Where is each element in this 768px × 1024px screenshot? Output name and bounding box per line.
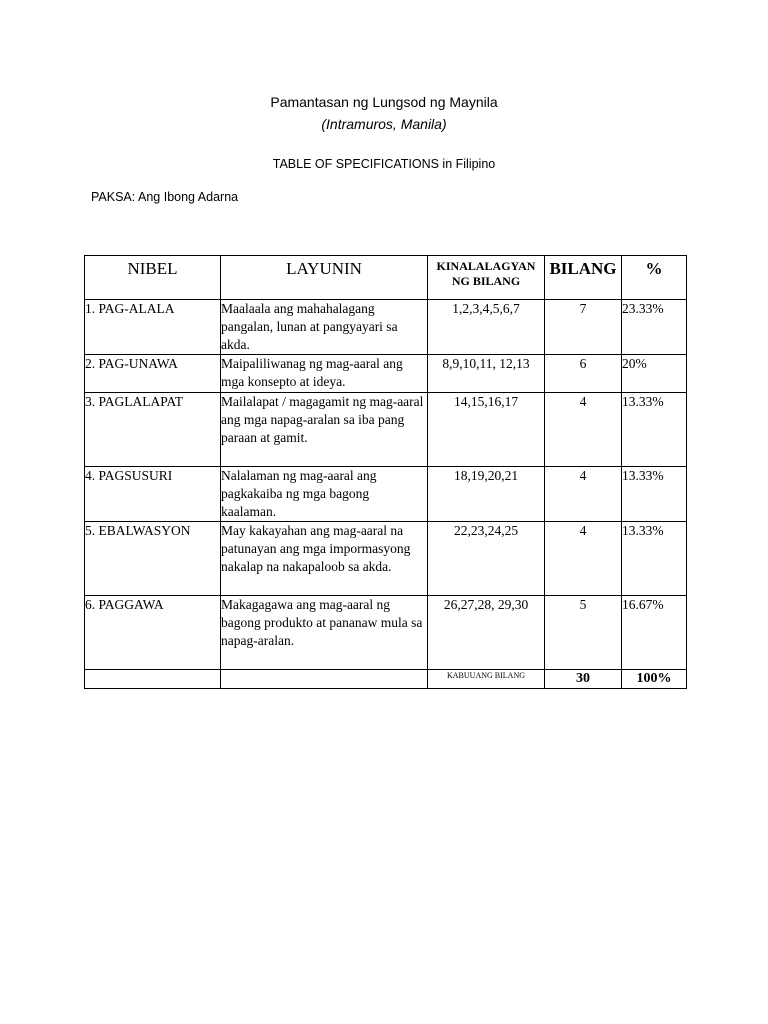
- table-row: [85, 522, 687, 596]
- cell-kinalalagyan: 22,23,24,25: [428, 522, 545, 596]
- cell-kinalalagyan: 1,2,3,4,5,6,7: [428, 300, 545, 355]
- cell-bilang: 6: [545, 355, 622, 393]
- cell-percent: 13.33%: [622, 467, 687, 522]
- cell-percent: 13.33%: [622, 393, 687, 467]
- cell-bilang: 4: [545, 522, 622, 596]
- total-bilang: 30: [545, 670, 622, 689]
- total-label: KABUUANG BILANG: [428, 670, 545, 689]
- cell-kinalalagyan: 14,15,16,17: [428, 393, 545, 467]
- cell-layunin: May kakayahan ang mag-aaral na patunayan ang mga impormasyong nakalap na nakapaloob sa akda.: [221, 522, 428, 596]
- cell-bilang: 5: [545, 596, 622, 670]
- cell-percent: 16.67%: [622, 596, 687, 670]
- header-layunin: LAYUNIN: [221, 256, 428, 300]
- cell-layunin: Mailalapat / magagamit ng mag-aaral ang mga napag-aralan sa iba pang paraan at gamit.: [221, 393, 428, 467]
- cell-bilang: 4: [545, 467, 622, 522]
- cell-kinalalagyan: 18,19,20,21: [428, 467, 545, 522]
- cell-kinalalagyan: 26,27,28, 29,30: [428, 596, 545, 670]
- document-title: TABLE OF SPECIFICATIONS in Filipino: [272, 157, 496, 171]
- cell-layunin: Maalaala ang mahahalagang pangalan, lunan at pangyayari sa akda.: [221, 300, 428, 355]
- header-kinalalagyan: KINALALAGYAN NG BILANG: [428, 256, 545, 300]
- cell-layunin: Nalalaman ng mag-aaral ang pagkakaiba ng mga bagong kaalaman.: [221, 467, 428, 522]
- cell-kinalalagyan: 8,9,10,11, 12,13: [428, 355, 545, 393]
- table-header-row: [85, 256, 687, 300]
- cell-nibel: 3. PAGLALAPAT: [85, 393, 221, 467]
- school-name: Pamantasan ng Lungsod ng Maynila: [270, 94, 498, 110]
- total-empty-cell: [85, 670, 221, 689]
- cell-nibel: 4. PAGSUSURI: [85, 467, 221, 522]
- total-percent: 100%: [622, 670, 687, 689]
- school-location: (Intramuros, Manila): [321, 116, 447, 132]
- cell-nibel: 6. PAGGAWA: [85, 596, 221, 670]
- cell-nibel: 1. PAG-ALALA: [85, 300, 221, 355]
- cell-percent: 23.33%: [622, 300, 687, 355]
- header-nibel: NIBEL: [85, 256, 221, 300]
- header-percent: %: [622, 256, 687, 300]
- total-row: [85, 670, 687, 689]
- specifications-table: [84, 255, 687, 689]
- table-row: [85, 596, 687, 670]
- header-bilang: BILANG: [545, 256, 622, 300]
- table-row: [85, 393, 687, 467]
- topic-label: PAKSA: Ang Ibong Adarna: [91, 190, 239, 204]
- total-empty-cell: [221, 670, 428, 689]
- table-row: [85, 467, 687, 522]
- cell-nibel: 2. PAG-UNAWA: [85, 355, 221, 393]
- table-row: [85, 300, 687, 355]
- cell-bilang: 4: [545, 393, 622, 467]
- cell-nibel: 5. EBALWASYON: [85, 522, 221, 596]
- cell-layunin: Makagagawa ang mag-aaral ng bagong produkto at pananaw mula sa napag-aralan.: [221, 596, 428, 670]
- cell-percent: 20%: [622, 355, 687, 393]
- cell-percent: 13.33%: [622, 522, 687, 596]
- table-row: [85, 355, 687, 393]
- cell-bilang: 7: [545, 300, 622, 355]
- cell-layunin: Maipaliliwanag ng mag-aaral ang mga konsepto at ideya.: [221, 355, 428, 393]
